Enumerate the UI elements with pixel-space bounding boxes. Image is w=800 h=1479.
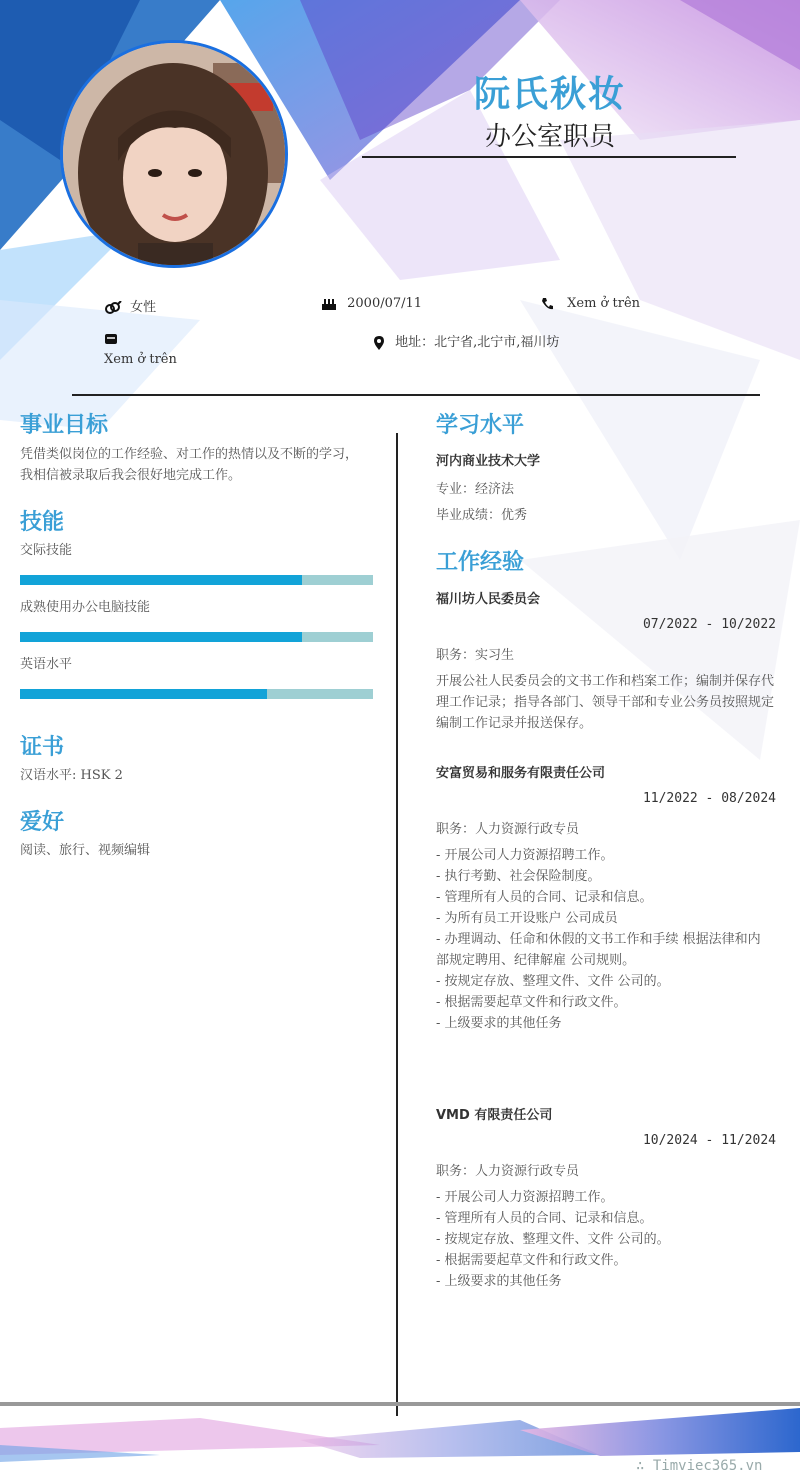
job-company: 福川坊人民委员会 <box>436 592 541 607</box>
job-dates: 07/2022 - 10/2022 <box>642 617 776 632</box>
gender-value: 女性 <box>130 300 157 315</box>
skill-bar <box>20 632 373 642</box>
education-heading: 学习水平 <box>436 413 525 438</box>
job-line: - 执行考勤、社会保险制度。 <box>436 869 601 884</box>
job-line: - 根据需要起草文件和行政文件。 <box>436 995 627 1010</box>
school-name: 河内商业技术大学 <box>436 454 541 469</box>
job-line: - 办理调动、任命和休假的文书工作和手续 根据法律和内 <box>436 932 761 947</box>
job-company: VMD 有限责任公司 <box>436 1108 553 1123</box>
job-line: - 按规定存放、整理文件、文件 公司的。 <box>436 974 670 989</box>
footer-divider <box>0 1402 800 1406</box>
job-description <box>436 1187 781 1292</box>
certificates-text: 汉语水平: HSK 2 <box>20 768 123 783</box>
job-line: - 管理所有人员的合同、记录和信息。 <box>436 890 653 905</box>
skill-label: 英语水平 <box>20 657 73 672</box>
phone-row <box>541 296 640 311</box>
birthdate-row <box>321 296 422 311</box>
job-company: 安富贸易和服务有限责任公司 <box>436 766 606 781</box>
profile-photo <box>60 40 288 268</box>
job-role: 职务：人力资源行政专员 <box>436 1164 580 1179</box>
watermark: ∴ Timviec365.vn <box>636 1458 763 1474</box>
objective-text <box>20 444 380 486</box>
job-line: - 开展公司人力资源招聘工作。 <box>436 848 614 863</box>
email-value: Xem ở trên <box>104 352 177 367</box>
job-line: - 按规定存放、整理文件、文件 公司的。 <box>436 1232 670 1247</box>
objective-heading: 事业目标 <box>20 413 109 438</box>
job-line: - 上级要求的其他任务 <box>436 1274 562 1289</box>
title-divider <box>362 156 736 158</box>
skill-label: 成熟使用办公电脑技能 <box>20 600 151 615</box>
job-line: - 管理所有人员的合同、记录和信息。 <box>436 1211 653 1226</box>
job-line: - 为所有员工开设账户 公司成员 <box>436 911 618 926</box>
gender-icon <box>104 301 122 315</box>
gender-row <box>104 296 156 315</box>
job-role: 职务：实习生 <box>436 648 515 663</box>
job-line: - 上级要求的其他任务 <box>436 1016 562 1031</box>
job-dates: 11/2022 - 08/2024 <box>642 791 776 806</box>
portrait-illustration <box>63 43 285 265</box>
skill-bar-fill <box>20 632 302 642</box>
job-line: - 根据需要起草文件和行政文件。 <box>436 1253 627 1268</box>
job-line: 开展公社人民委员会的文书工作和档案工作；编制并保存代 <box>436 674 775 689</box>
objective-line: 凭借类似岗位的工作经验、对工作的热情以及不断的学习， <box>20 447 359 462</box>
job-line: 编制工作记录并报送保存。 <box>436 716 593 731</box>
candidate-name: 阮氏秋妆 <box>473 74 626 115</box>
job-line: 理工作记录；指导各部门、领导干部和专业公务员按照规定 <box>436 695 775 710</box>
hobbies-text: 阅读、旅行、视频编辑 <box>20 843 151 858</box>
job-line: 部规定聘用、纪律解雇 公司规则。 <box>436 953 636 968</box>
skill-bar-fill <box>20 689 267 699</box>
email-icon <box>104 332 118 346</box>
job-description <box>436 845 781 1034</box>
certificates-heading: 证书 <box>20 735 65 760</box>
job-description <box>436 671 781 734</box>
address-row <box>373 331 559 350</box>
skill-label: 交际技能 <box>20 543 73 558</box>
job-title: 办公室职员 <box>484 122 615 152</box>
skill-bar-fill <box>20 575 302 585</box>
job-line: - 开展公司人力资源招聘工作。 <box>436 1190 614 1205</box>
email-row <box>104 331 177 367</box>
education-major: 专业：经济法 <box>436 482 515 497</box>
job-dates: 10/2024 - 11/2024 <box>642 1133 776 1148</box>
hobbies-heading: 爱好 <box>20 810 65 835</box>
experience-heading: 工作经验 <box>436 550 525 575</box>
phone-value: Xem ở trên <box>567 296 641 311</box>
location-pin-icon <box>373 336 385 350</box>
phone-icon <box>541 297 553 311</box>
skills-heading: 技能 <box>20 510 65 535</box>
birthday-cake-icon <box>321 297 337 311</box>
column-divider <box>396 433 398 1416</box>
skill-bar <box>20 689 373 699</box>
birthdate-value: 2000/07/11 <box>347 296 423 311</box>
header-divider <box>72 394 760 396</box>
education-grade: 毕业成绩：优秀 <box>436 508 528 523</box>
objective-line: 我相信被录取后我会很好地完成工作。 <box>20 468 242 483</box>
job-role: 职务：人力资源行政专员 <box>436 822 580 837</box>
address-value: 地址：北宁省,北宁市,福川坊 <box>395 335 560 350</box>
skill-bar <box>20 575 373 585</box>
